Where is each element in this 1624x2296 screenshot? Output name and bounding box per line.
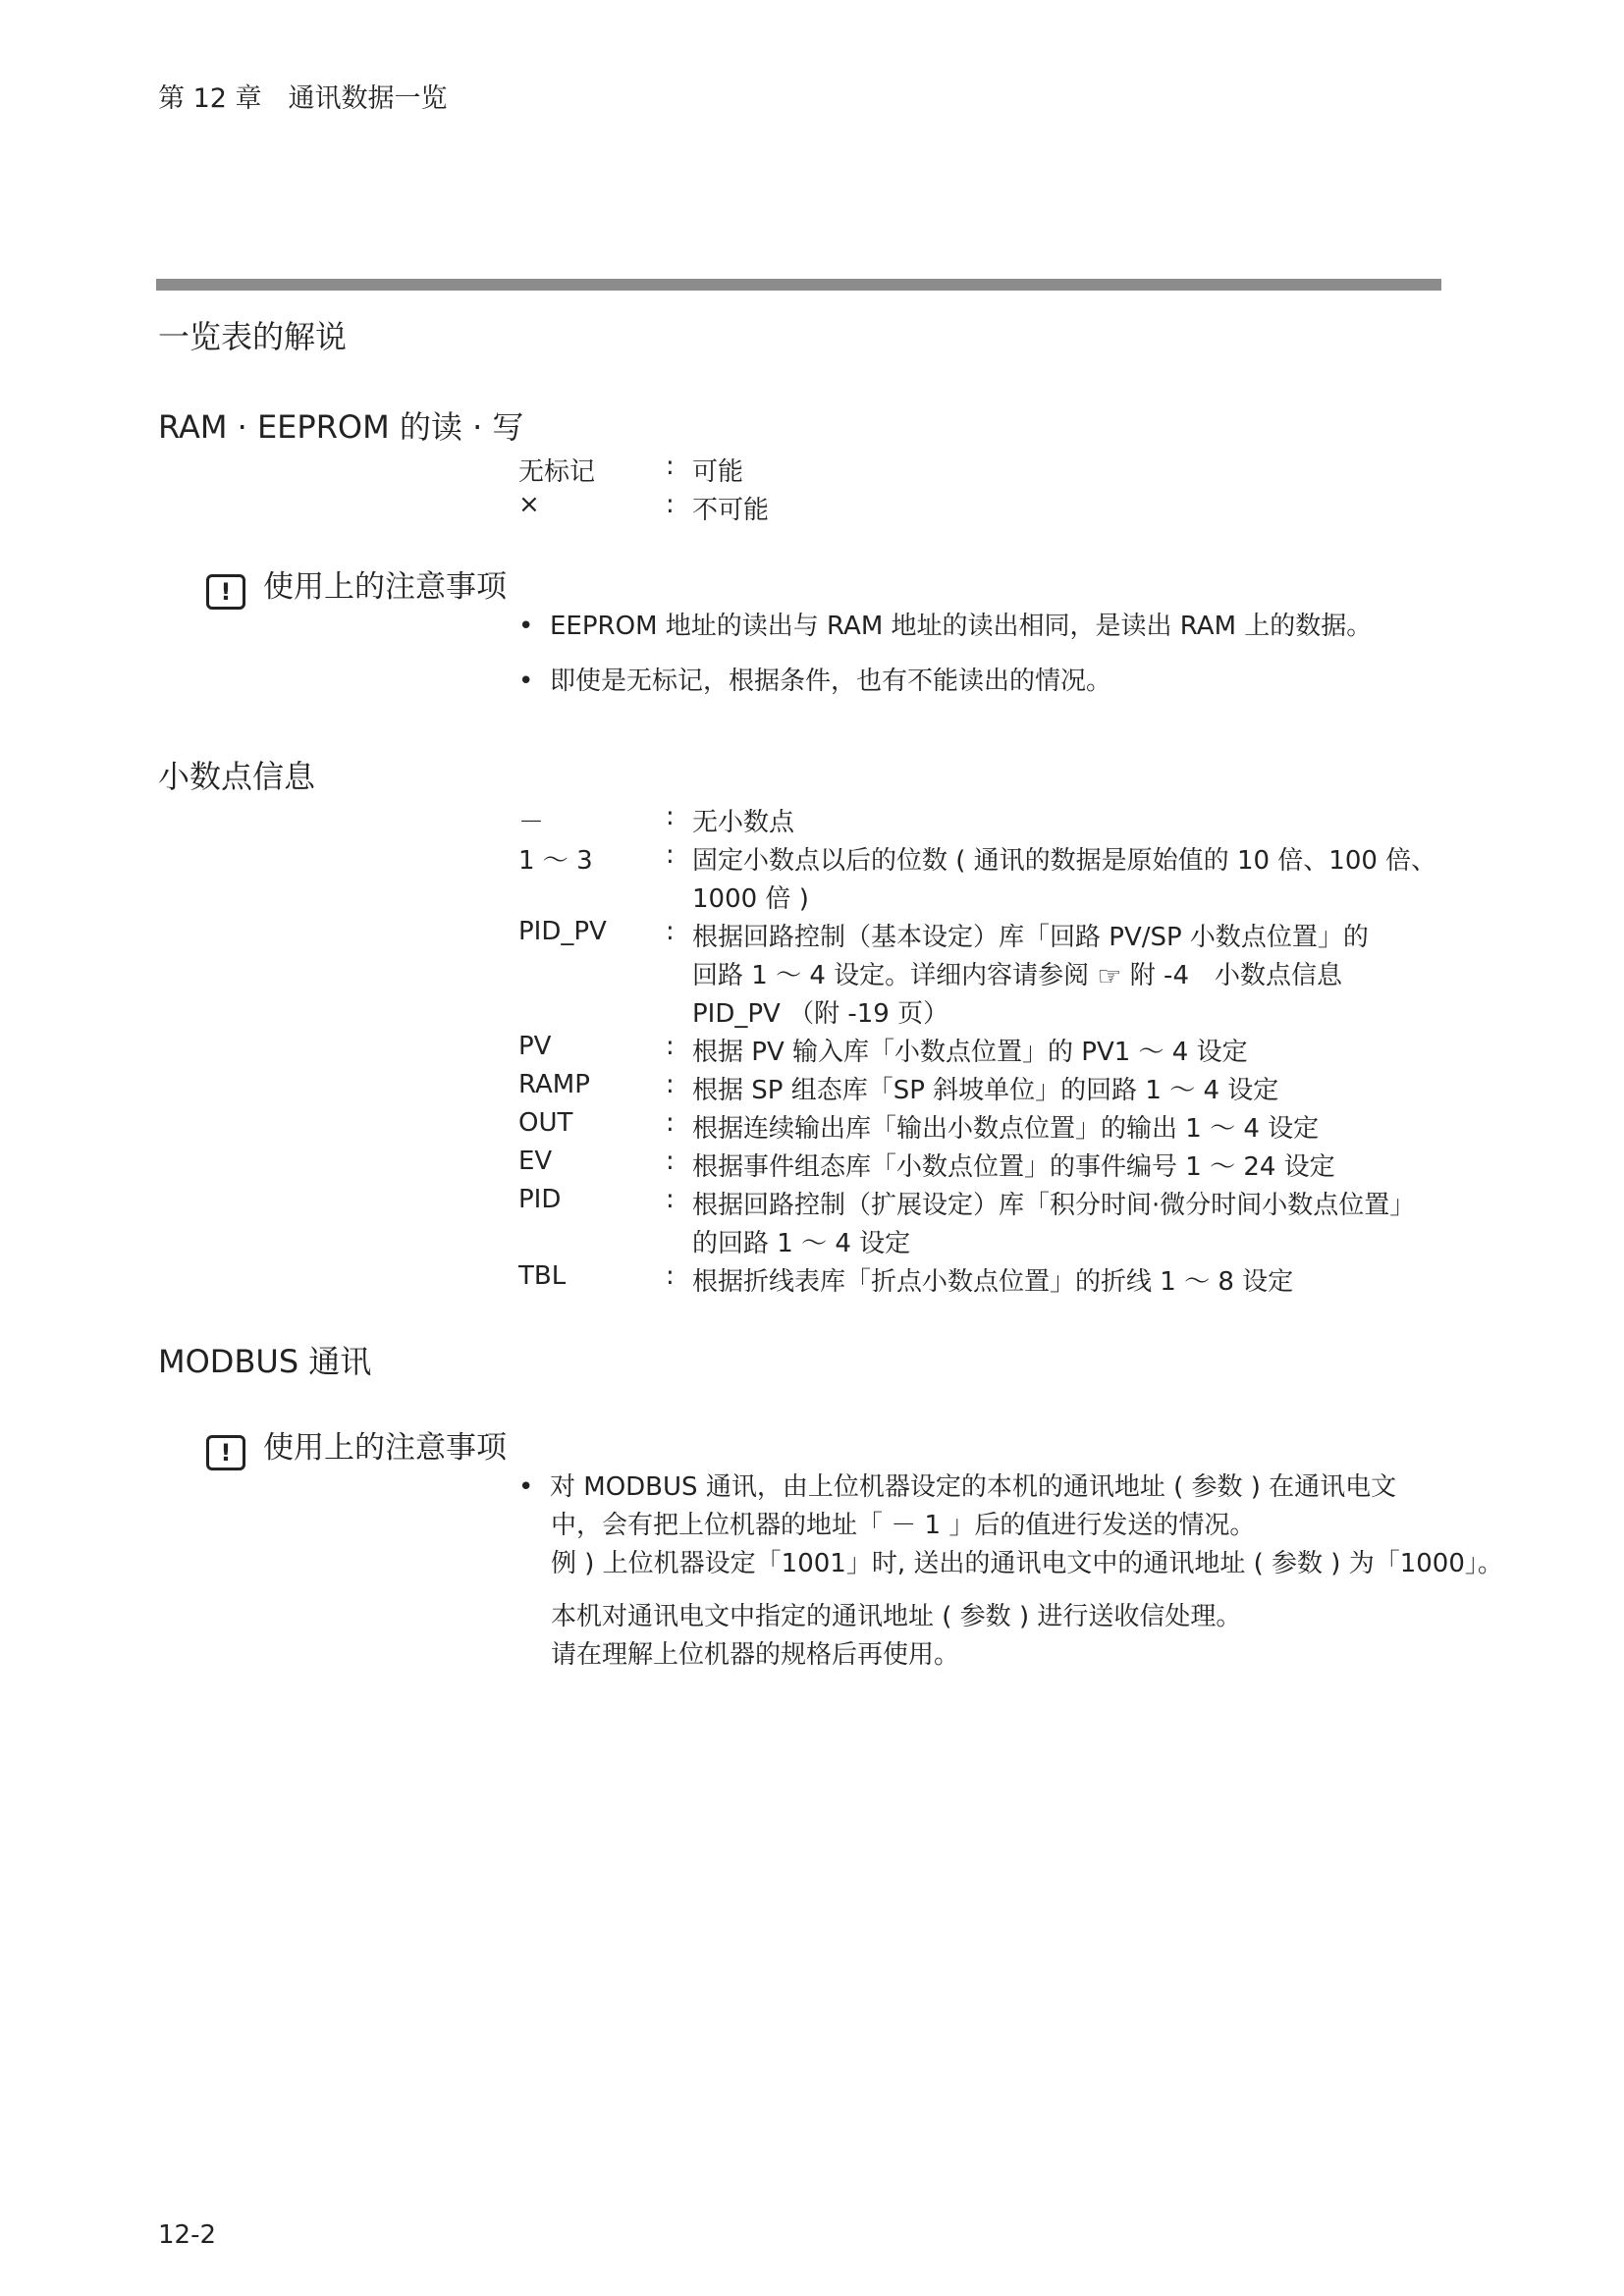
decimal-row xyxy=(518,1261,1451,1299)
row-key: － xyxy=(518,808,545,837)
row-key: RAMP xyxy=(518,1070,590,1099)
row-colon: : xyxy=(666,490,675,519)
row-colon: : xyxy=(666,1108,675,1138)
row-key: EV xyxy=(518,1147,553,1176)
row-value xyxy=(692,955,1478,992)
page-number: 12-2 xyxy=(158,2220,217,2250)
decimal-heading: 小数点信息 xyxy=(158,758,316,795)
decimal-row xyxy=(518,1032,1451,1069)
bullet-text: EEPROM 地址的读出与 RAM 地址的读出相同，是读出 RAM 上的数据。 xyxy=(550,612,1373,641)
row-key: × xyxy=(518,490,540,519)
decimal-row-cont xyxy=(518,1223,1451,1260)
row-colon: : xyxy=(666,1070,675,1099)
example-line: 例 ) 上位机器设定「1001」时, 送出的通讯电文中的通讯地址 ( 参数 ) 为「1000」。 xyxy=(551,1549,1503,1578)
pointing-hand-icon: ☞ xyxy=(1097,960,1122,992)
row-colon: : xyxy=(666,917,675,946)
section-title: 一览表的解说 xyxy=(158,318,348,355)
row-colon: : xyxy=(666,1185,675,1214)
bullet-dot: • xyxy=(518,612,534,641)
ram-row xyxy=(518,490,1451,527)
chapter-header: 第 12 章 通讯数据一览 xyxy=(158,83,448,114)
row-value: 1000 倍 ) xyxy=(692,884,809,914)
reference-link[interactable]: 附 -4 小数点信息 xyxy=(1129,961,1342,990)
row-value: 的回路 1 ～ 4 设定 xyxy=(692,1229,911,1258)
bullet-continuation: 中，会有把上位机器的地址「 － 1 」后的值进行发送的情况。 xyxy=(551,1511,1256,1540)
exclamation-box-icon: ! xyxy=(206,1435,245,1470)
note-line: 请在理解上位机器的规格后再使用。 xyxy=(551,1640,960,1670)
caution-title: 使用上的注意事项 xyxy=(263,569,507,605)
bullet-dot: • xyxy=(518,667,534,696)
row-value-text: 回路 1 ～ 4 设定。详细内容请参阅 xyxy=(692,961,1090,990)
decimal-row-cont xyxy=(518,879,1451,916)
caution-title: 使用上的注意事项 xyxy=(263,1430,507,1466)
row-value: 根据 SP 组态库「SP 斜坡单位」的回路 1 ～ 4 设定 xyxy=(692,1076,1279,1105)
note-line: 本机对通讯电文中指定的通讯地址 ( 参数 ) 进行送收信处理。 xyxy=(551,1602,1242,1631)
row-colon: : xyxy=(666,802,675,831)
exclamation-box-icon: ! xyxy=(206,574,245,610)
row-key: PV xyxy=(518,1032,552,1061)
row-key: PID xyxy=(518,1185,562,1214)
row-value: 不可能 xyxy=(692,496,770,525)
row-value: 根据连续输出库「输出小数点位置」的输出 1 ～ 4 设定 xyxy=(692,1114,1320,1144)
row-value: PID_PV （附 -19 页） xyxy=(692,999,949,1029)
decimal-row xyxy=(518,802,1451,839)
row-value: 根据 PV 输入库「小数点位置」的 PV1 ～ 4 设定 xyxy=(692,1038,1248,1067)
caution-heading xyxy=(206,561,507,610)
row-colon: : xyxy=(666,1032,675,1061)
decimal-row-cont xyxy=(518,955,1451,992)
row-value: 无小数点 xyxy=(692,808,795,837)
caution-heading xyxy=(206,1422,507,1470)
ram-eeprom-heading: RAM · EEPROM 的读 · 写 xyxy=(158,408,524,446)
bullet-dot: • xyxy=(518,1472,534,1502)
row-key: TBL xyxy=(518,1261,567,1291)
row-colon: : xyxy=(666,452,675,481)
caution-bullet xyxy=(518,606,1372,642)
decimal-row xyxy=(518,840,1451,878)
row-value: 可能 xyxy=(692,457,744,487)
bullet-text: 对 MODBUS 通讯，由上位机器设定的本机的通讯地址 ( 参数 ) 在通讯电文 xyxy=(550,1472,1397,1502)
caution-bullet xyxy=(518,1467,1396,1503)
row-value: 根据折线表库「折点小数点位置」的折线 1 ～ 8 设定 xyxy=(692,1267,1294,1297)
decimal-row xyxy=(518,1185,1451,1222)
decimal-row xyxy=(518,1147,1451,1184)
row-value: 根据事件组态库「小数点位置」的事件编号 1 ～ 24 设定 xyxy=(692,1152,1335,1182)
decimal-row xyxy=(518,917,1451,954)
row-key: 1 ～ 3 xyxy=(518,846,593,876)
row-colon: : xyxy=(666,840,675,870)
caution-bullet xyxy=(518,661,1111,697)
row-colon: : xyxy=(666,1261,675,1291)
ram-row xyxy=(518,452,1451,489)
row-colon: : xyxy=(666,1147,675,1176)
row-value: 固定小数点以后的位数 ( 通讯的数据是原始值的 10 倍、100 倍、 xyxy=(692,846,1437,876)
decimal-row xyxy=(518,1070,1451,1107)
row-value: 根据回路控制（扩展设定）库「积分时间·微分时间小数点位置」 xyxy=(692,1191,1416,1220)
modbus-heading: MODBUS 通讯 xyxy=(158,1343,372,1380)
section-rule xyxy=(156,279,1441,291)
decimal-row-cont xyxy=(518,993,1451,1031)
row-key: 无标记 xyxy=(518,457,596,487)
row-value: 根据回路控制（基本设定）库「回路 PV/SP 小数点位置」的 xyxy=(692,923,1369,952)
decimal-row xyxy=(518,1108,1451,1146)
row-key: OUT xyxy=(518,1108,573,1138)
row-key: PID_PV xyxy=(518,917,607,946)
bullet-text: 即使是无标记，根据条件，也有不能读出的情况。 xyxy=(550,667,1112,696)
